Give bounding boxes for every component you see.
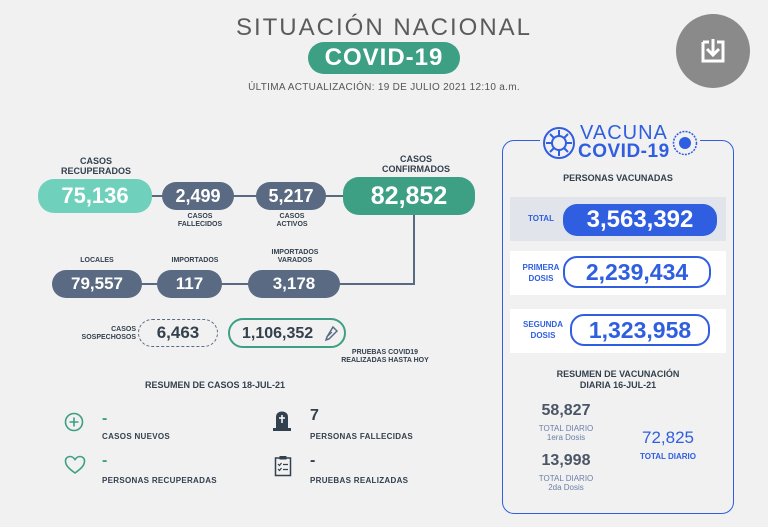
daily-first-label: TOTAL DIARIO 1era Dosis xyxy=(538,424,594,442)
heart-icon xyxy=(64,455,86,475)
recuperados-value: 75,136 xyxy=(38,179,152,213)
covid-badge: COVID-19 xyxy=(308,42,460,74)
varados-value: 3,178 xyxy=(248,270,340,298)
daily-second-label: TOTAL DIARIO 2da Dosis xyxy=(538,474,594,492)
recuperadas-label: PERSONAS RECUPERADAS xyxy=(102,476,217,485)
page-title: SITUACIÓN NACIONAL xyxy=(235,14,533,41)
sospechosos-label: CASOS SOSPECHOSOS xyxy=(81,326,136,341)
clipboard-icon xyxy=(274,455,292,477)
vaccine-logo-word: VACUNA xyxy=(580,122,668,144)
fallecidos-value: 2,499 xyxy=(162,182,234,210)
pruebas-value: 1,106,352 xyxy=(242,325,314,342)
total-value: 3,563,392 xyxy=(563,204,717,236)
daily-title: RESUMEN DE VACUNACIÓN DIARIA 16-JUL-21 xyxy=(556,369,680,390)
pruebas-label: PRUEBAS COVID19 REALIZADAS HASTA HOY xyxy=(341,349,429,364)
nuevos-label: CASOS NUEVOS xyxy=(102,432,171,441)
recuperados-label: CASOS RECUPERADOS xyxy=(60,156,131,176)
primera-label: PRIMERA DOSIS xyxy=(522,263,560,283)
importados-label: IMPORTADOS xyxy=(171,257,219,264)
nuevos-value: - xyxy=(102,410,108,427)
sospechosos-value: 6,463 xyxy=(138,319,218,347)
confirmados-label: CASOS CONFIRMADOS xyxy=(382,154,450,174)
last-update: ÚLTIMA ACTUALIZACIÓN: 19 DE JULIO 2021 12:10 a.m. xyxy=(248,82,520,93)
primera-value: 2,239,434 xyxy=(563,256,711,288)
locales-label: LOCALES xyxy=(80,257,114,264)
download-icon xyxy=(698,36,728,66)
pruebas-realizadas-label: PRUEBAS REALIZADAS xyxy=(310,476,409,485)
daily-second-value: 13,998 xyxy=(541,452,591,469)
confirmados-value: 82,852 xyxy=(343,177,475,215)
summary-title: RESUMEN DE CASOS 18-JUL-21 xyxy=(144,380,286,390)
vaccine-logo-covid: COVID-19 xyxy=(578,141,670,162)
pruebas-box xyxy=(228,318,346,348)
test-tube-icon xyxy=(324,326,338,342)
download-button[interactable] xyxy=(676,14,750,88)
segunda-value: 1,323,958 xyxy=(570,314,710,346)
fallecidas-value: 7 xyxy=(310,407,319,424)
tombstone-icon xyxy=(272,410,292,432)
connector xyxy=(413,210,415,284)
recuperadas-value: - xyxy=(102,452,108,469)
virus-icon xyxy=(542,126,576,160)
daily-total-value: 72,825 xyxy=(642,428,694,447)
locales-value: 79,557 xyxy=(52,270,142,298)
daily-first-value: 58,827 xyxy=(541,402,591,419)
importados-value: 117 xyxy=(157,270,222,298)
daily-total-label: TOTAL DIARIO xyxy=(640,452,696,461)
vaccine-logo xyxy=(540,124,700,162)
activos-label: CASOS ACTIVOS xyxy=(276,213,308,228)
varados-label: IMPORTADOS VARADOS xyxy=(271,249,319,264)
plus-circle-icon xyxy=(64,412,84,432)
activos-value: 5,217 xyxy=(256,182,326,210)
vaccinated-title: PERSONAS VACUNADAS xyxy=(563,173,673,183)
segunda-label: SEGUNDA DOSIS xyxy=(522,320,563,340)
seal-icon xyxy=(672,130,698,156)
fallecidas-label: PERSONAS FALLECIDAS xyxy=(310,432,414,441)
total-label: TOTAL xyxy=(528,214,554,223)
pruebas-realizadas-value: - xyxy=(310,452,316,469)
fallecidos-label: CASOS FALLECIDOS xyxy=(177,213,223,228)
